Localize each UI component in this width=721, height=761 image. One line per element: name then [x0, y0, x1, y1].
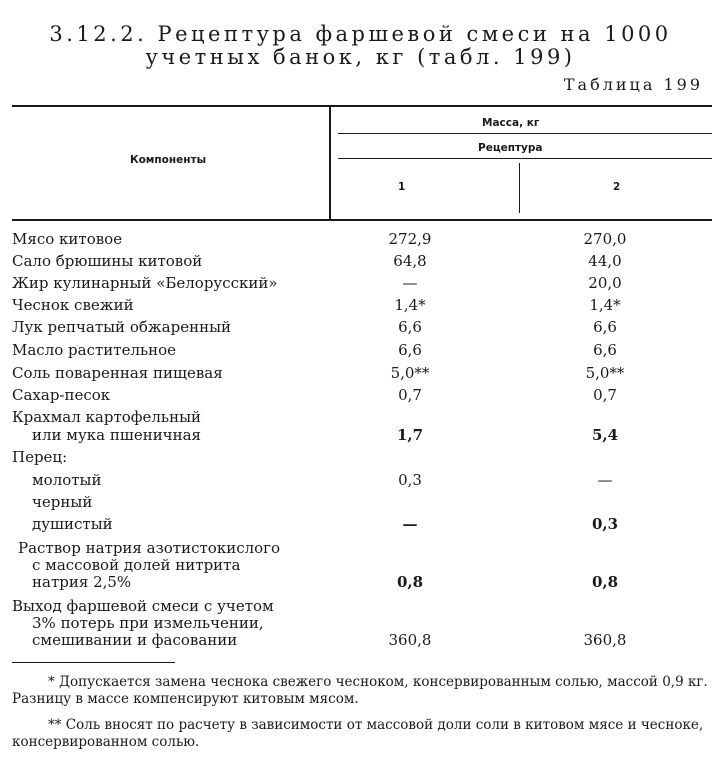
row-value-2: 360,8 [583, 631, 627, 649]
row-value-2: 0,7 [593, 386, 617, 404]
row-label-starch-line-2: или мука пшеничная [32, 426, 202, 444]
row-label-pepper: Перец: [12, 448, 68, 466]
row-label-salt: Соль поваренная пищевая [12, 364, 223, 382]
header-recipe: Рецептура [478, 142, 543, 154]
header-column-1: 1 [398, 181, 406, 193]
row-value-2: 5,0** [585, 364, 625, 382]
row-value-2: — [597, 471, 613, 489]
row-label-garlic: Чеснок свежий [12, 296, 134, 314]
footnote-separator [12, 662, 175, 663]
row-value-2: 270,0 [583, 230, 627, 248]
row-label-yield-line-2: 3% потерь при измельчении, [32, 614, 264, 632]
footnote-2: ** Соль вносят по расчету в зависимости от массовой доли соли в китовом мясе и чесноке, консервированном солью. [12, 717, 704, 750]
row-label-sugar: Сахар-песок [12, 386, 111, 404]
columns-vertical-divider [519, 163, 520, 213]
row-label-nitrite-line-1: Раствор натрия азотистокислого [18, 539, 281, 557]
row-label-fried-onion: Лук репчатый обжаренный [12, 318, 232, 336]
row-value-1: 272,9 [388, 230, 432, 248]
row-value-2: 5,4 [591, 426, 619, 444]
recipe-underline-rule [338, 158, 712, 159]
row-value-2: 0,8 [591, 573, 619, 591]
row-value-1: 360,8 [388, 631, 432, 649]
row-label-pepper-black: черный [32, 493, 93, 511]
row-label-whale-fat: Сало брюшины китовой [12, 252, 203, 270]
row-value-2: 20,0 [588, 274, 622, 292]
row-value-1: 0,8 [396, 573, 424, 591]
table-number-label: Таблица 199 [563, 75, 703, 94]
header-column-2: 2 [613, 181, 621, 193]
row-value-1: 1,4* [394, 296, 426, 314]
row-value-2: 44,0 [588, 252, 622, 270]
header-bottom-rule [12, 219, 712, 221]
row-value-1: 0,7 [398, 386, 422, 404]
table-top-rule [12, 105, 712, 107]
footnote-1: * Допускается замена чеснока свежего чесноком, консервированным солью, массой 0,9 кг. Разницу в массе компенсируют китовым мясом. [12, 674, 708, 707]
header-mass: Масса, кг [482, 117, 540, 129]
row-value-2: 6,6 [593, 341, 617, 359]
document-title-line-2: учетных банок, кг (табл. 199) [145, 45, 576, 69]
row-value-2: 6,6 [593, 318, 617, 336]
row-value-1: 6,6 [398, 341, 422, 359]
row-label-starch-line-1: Крахмал картофельный [12, 408, 202, 426]
row-value-1: 64,8 [393, 252, 427, 270]
row-label-nitrite-line-2: с массовой долей нитрита [32, 556, 241, 574]
document-title-line-1: 3.12.2. Рецептура фаршевой смеси на 1000 [49, 22, 672, 46]
row-value-1: 5,0** [390, 364, 430, 382]
row-label-pepper-ground: молотый [32, 471, 102, 489]
row-label-cooking-fat: Жир кулинарный «Белорусский» [12, 274, 278, 292]
header-components: Компоненты [130, 154, 207, 166]
mass-underline-rule [338, 133, 712, 134]
row-label-vegetable-oil: Масло растительное [12, 341, 177, 359]
row-value-1: — [402, 515, 418, 533]
row-label-whale-meat: Мясо китовое [12, 230, 123, 248]
row-label-nitrite-line-3: натрия 2,5% [32, 573, 132, 591]
row-value-2: 1,4* [589, 296, 621, 314]
row-value-2: 0,3 [591, 515, 619, 533]
row-label-yield-line-3: смешивании и фасовании [32, 631, 238, 649]
row-value-1: 6,6 [398, 318, 422, 336]
row-value-1: 0,3 [398, 471, 422, 489]
row-label-pepper-allspice: душистый [32, 515, 113, 533]
row-value-1: 1,7 [396, 426, 424, 444]
row-value-1: — [402, 274, 418, 292]
row-label-yield-line-1: Выход фаршевой смеси с учетом [12, 597, 274, 615]
header-vertical-divider [329, 106, 331, 220]
